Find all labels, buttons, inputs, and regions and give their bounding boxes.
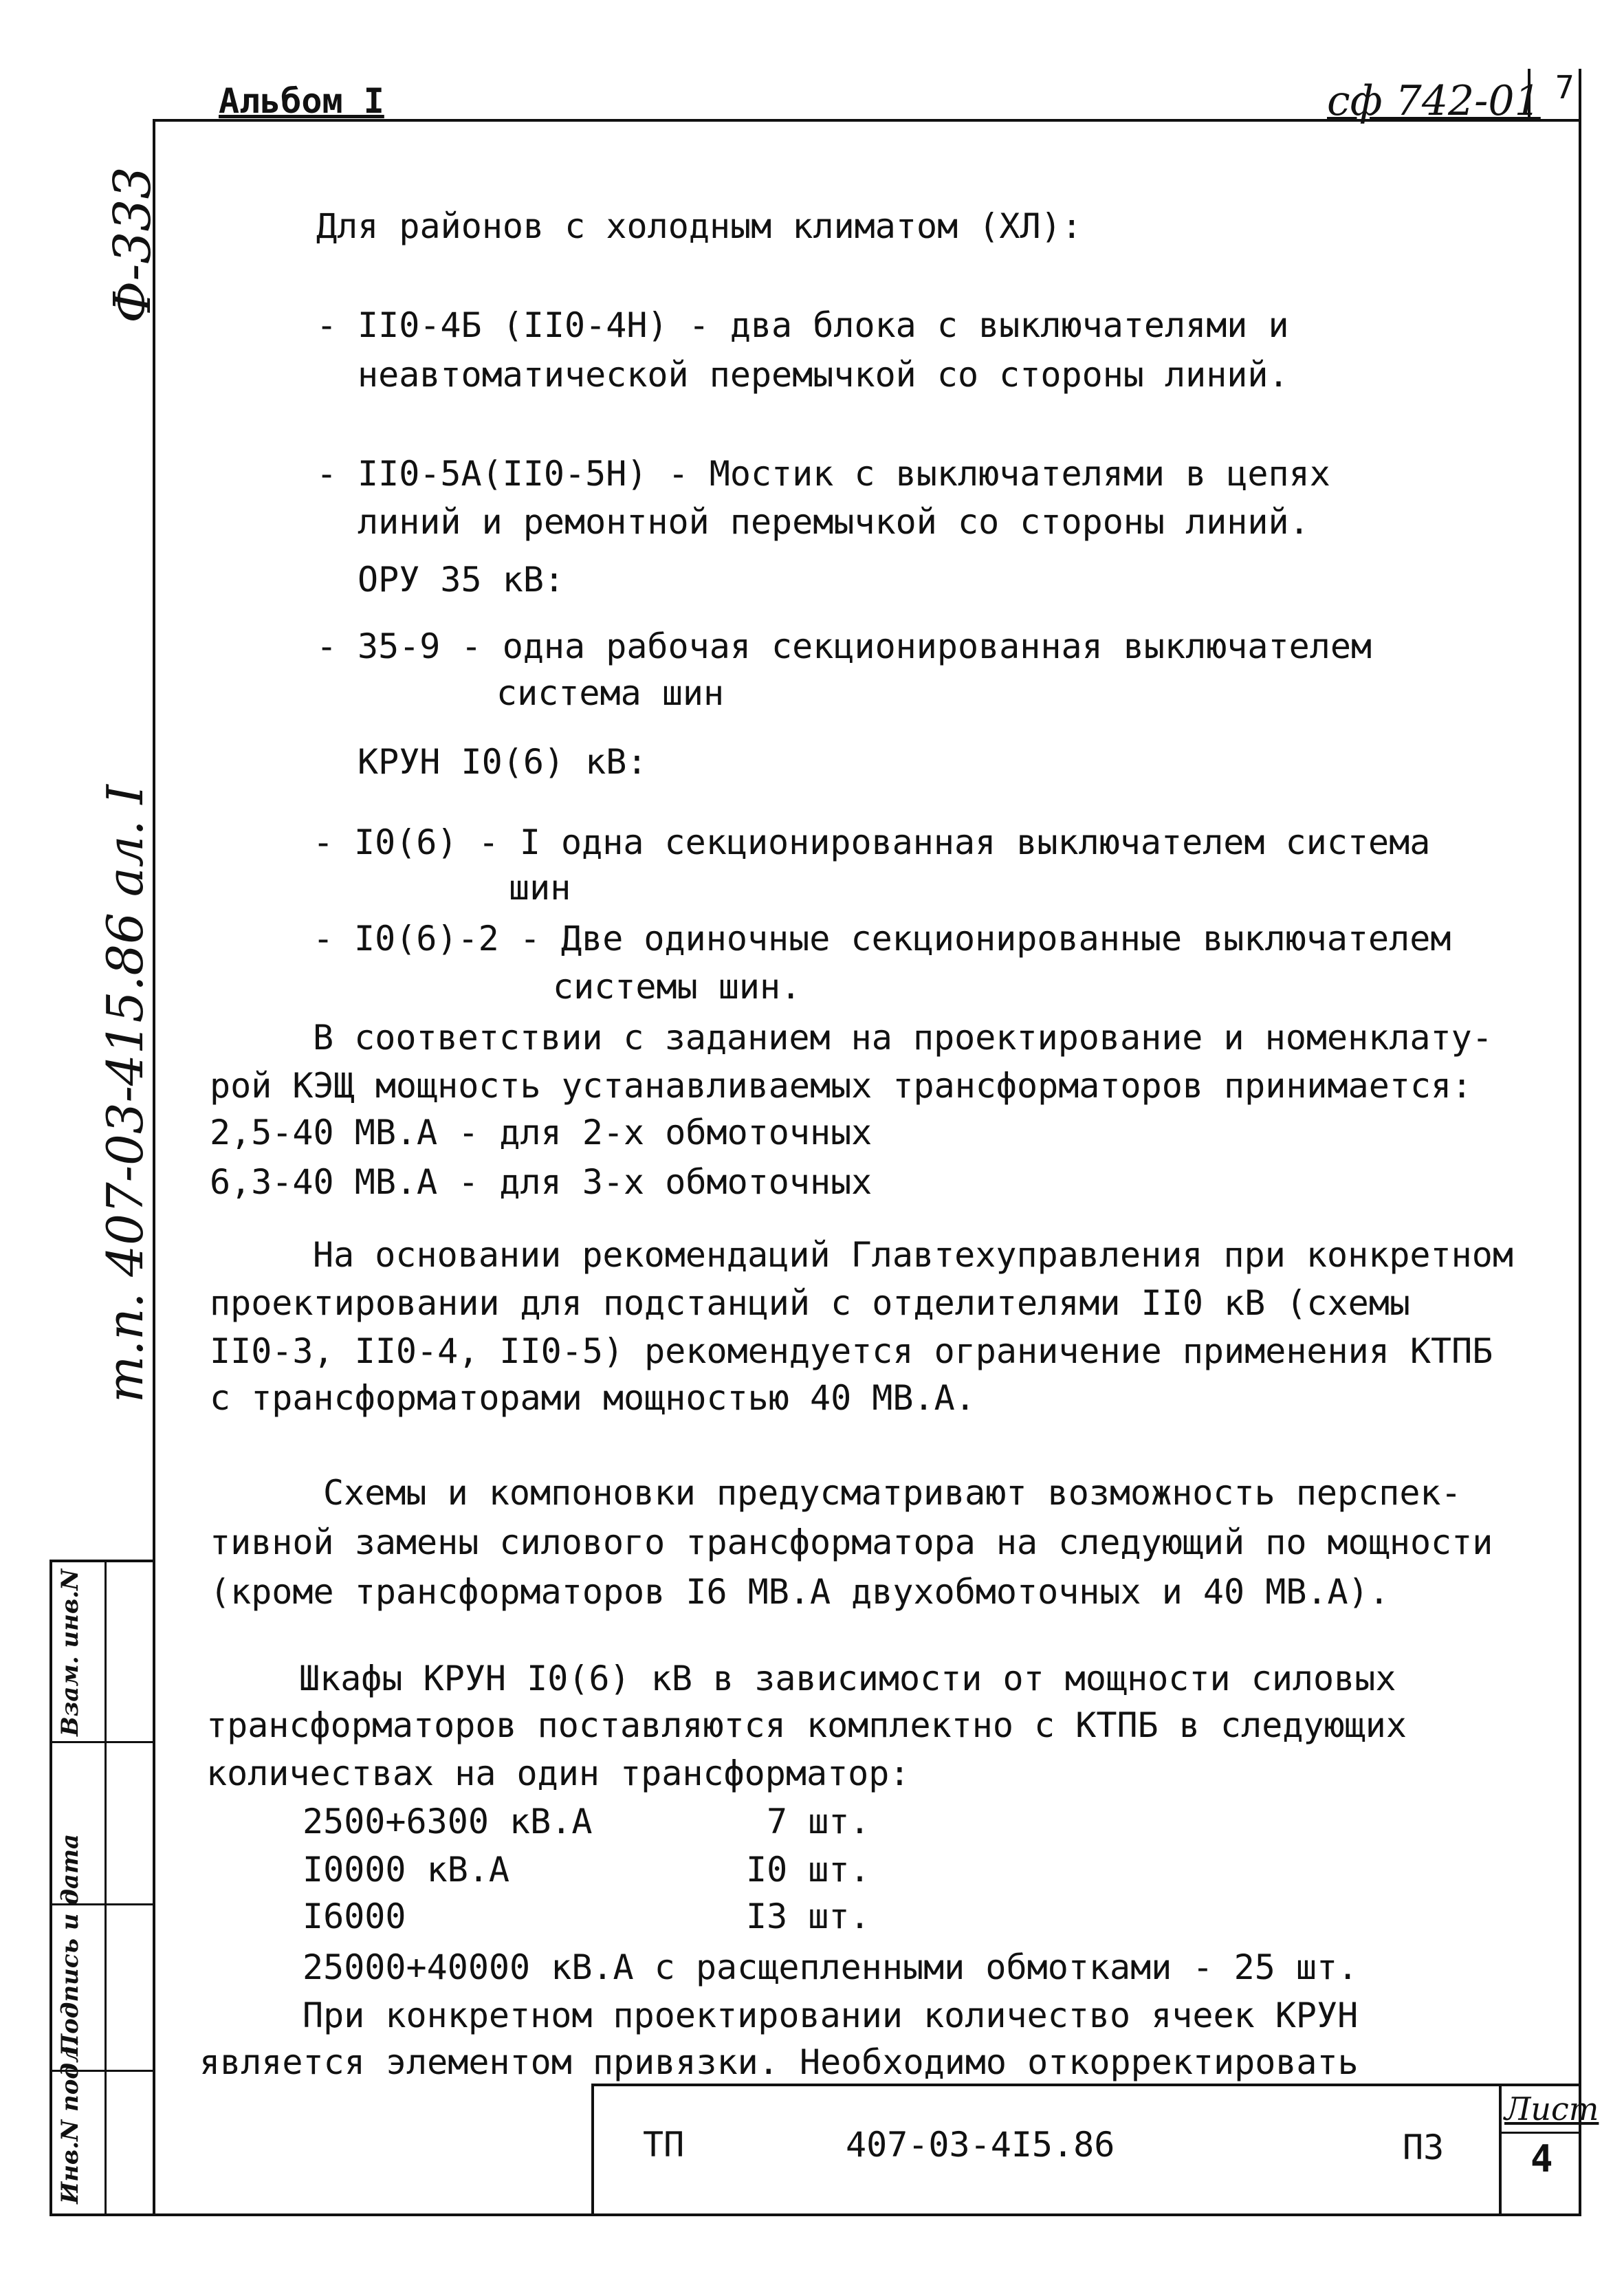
list-item-line: линий и ремонтной перемычкой со стороны линий. [358, 502, 1310, 542]
table-power: 2500+6300 кВ.А [303, 1802, 593, 1841]
table-qty: I3 шт. [746, 1896, 870, 1936]
title-block-sheet-number: 4 [1530, 2137, 1553, 2180]
list-item-dash: - [316, 305, 338, 345]
paragraph-line: 2,5-40 МВ.А - для 2-х обмоточных [210, 1113, 873, 1152]
paragraph-line: При конкретном проектировании количество ячеек КРУН [303, 1996, 1359, 2035]
paragraph-line: 25000+40000 кВ.А с расщепленными обмотками - 25 шт. [303, 1947, 1359, 1987]
list-item-line: системы шин. [553, 967, 802, 1007]
list-item-line: шин [509, 868, 571, 908]
stamp-row-divider [50, 1741, 155, 1743]
list-item-line: I0(6)-2 - Две одиночные секционированные выключателем [354, 919, 1451, 959]
title-block-border [591, 2084, 594, 2214]
stamp-vzam-inv: Взам. инв.N [56, 1568, 84, 1736]
list-item-dash: - [313, 822, 334, 862]
paragraph-line: (кроме трансформаторов I6 МВ.А двухобмоточных и 40 МВ.А). [210, 1572, 1390, 1612]
table-power: I6000 [303, 1896, 406, 1936]
table-power: I0000 кВ.А [303, 1850, 510, 1890]
paragraph-line: тивной замены силового трансформатора на следующий по мощности [210, 1522, 1493, 1562]
list-item-dash: - [316, 626, 338, 666]
series-note: т.п. 407-03-415.86 ал. I [96, 785, 154, 1403]
paragraph-line: В соответствии с заданием на проектирование и номенклату- [313, 1018, 1493, 1058]
stamp-inv-podl: Инв.N подл. [56, 2037, 84, 2204]
list-item-line: 35-9 - одна рабочая секционированная выключателем [358, 626, 1372, 666]
form-code: Ф-333 [103, 166, 162, 323]
title-block-border [591, 2084, 1581, 2086]
table-qty: I0 шт. [746, 1850, 870, 1890]
title-block-section: ПЗ [1403, 2128, 1445, 2167]
paragraph-line: является элементом привязки. Необходимо откорректировать [199, 2042, 1359, 2082]
stamp-podpis-data: Подпись и дата [56, 1833, 84, 2056]
paragraph-line: рой КЭЩ мощность устанавливаемых трансформаторов принимается: [210, 1066, 1473, 1106]
title-block-sheet-label: Лист [1504, 2090, 1599, 2128]
list-item-line: II0-4Б (II0-4Н) - два блока с выключателями и [358, 305, 1289, 345]
frame-right-border [1579, 69, 1581, 2216]
list-item-dash: - [313, 919, 334, 959]
title-block-tp: ТП [643, 2125, 685, 2165]
paragraph-line: 6,3-40 МВ.А - для 3-х обмоточных [210, 1162, 873, 1202]
paragraph-line: Схемы и компоновки предусматривают возможность перспек- [323, 1473, 1462, 1513]
oru-heading: ОРУ 35 кВ: [358, 560, 565, 600]
paragraph-line: Шкафы КРУН I0(6) кВ в зависимости от мощности силовых [299, 1659, 1396, 1698]
title-block-sheet-border [1499, 2084, 1502, 2214]
paragraph-line: с трансформаторами мощностью 40 МВ.А. [210, 1378, 976, 1418]
title-block-sheet-divider [1499, 2132, 1581, 2134]
album-label: Альбом I [219, 81, 384, 121]
list-item-dash: - [316, 454, 338, 494]
krun-heading: КРУН I0(6) кВ: [358, 742, 648, 782]
list-item-line: неавтоматической перемычкой со стороны линий. [358, 355, 1289, 395]
list-item-line: система шин [496, 673, 725, 713]
paragraph-line: проектировании для подстанций с отделителями II0 кВ (схемы [210, 1283, 1410, 1323]
title-block-number: 407-03-4I5.86 [846, 2125, 1115, 2165]
doc-code: сф 742-01 [1327, 77, 1541, 125]
page-number: 7 [1555, 69, 1574, 106]
list-item-line: I0(6) - I одна секционированная выключателем система [354, 822, 1431, 862]
paragraph-line: II0-3, II0-4, II0-5) рекомендуется ограничение применения КТПБ [210, 1331, 1493, 1371]
table-qty: 7 шт. [767, 1802, 870, 1841]
frame-bottom-border [153, 2213, 1581, 2216]
paragraph-line: количествах на один трансформатор: [206, 1753, 910, 1793]
paragraph-line: трансформаторов поставляются комплектно с КТПБ в следующих [206, 1705, 1407, 1745]
paragraph-line: На основании рекомендаций Главтехуправления при конкретном [313, 1235, 1513, 1275]
list-item-line: II0-5А(II0-5Н) - Мостик с выключателями в цепях [358, 454, 1330, 494]
stamp-divider [105, 1560, 107, 2216]
intro-line: Для районов с холодным климатом (ХЛ): [316, 206, 1082, 246]
